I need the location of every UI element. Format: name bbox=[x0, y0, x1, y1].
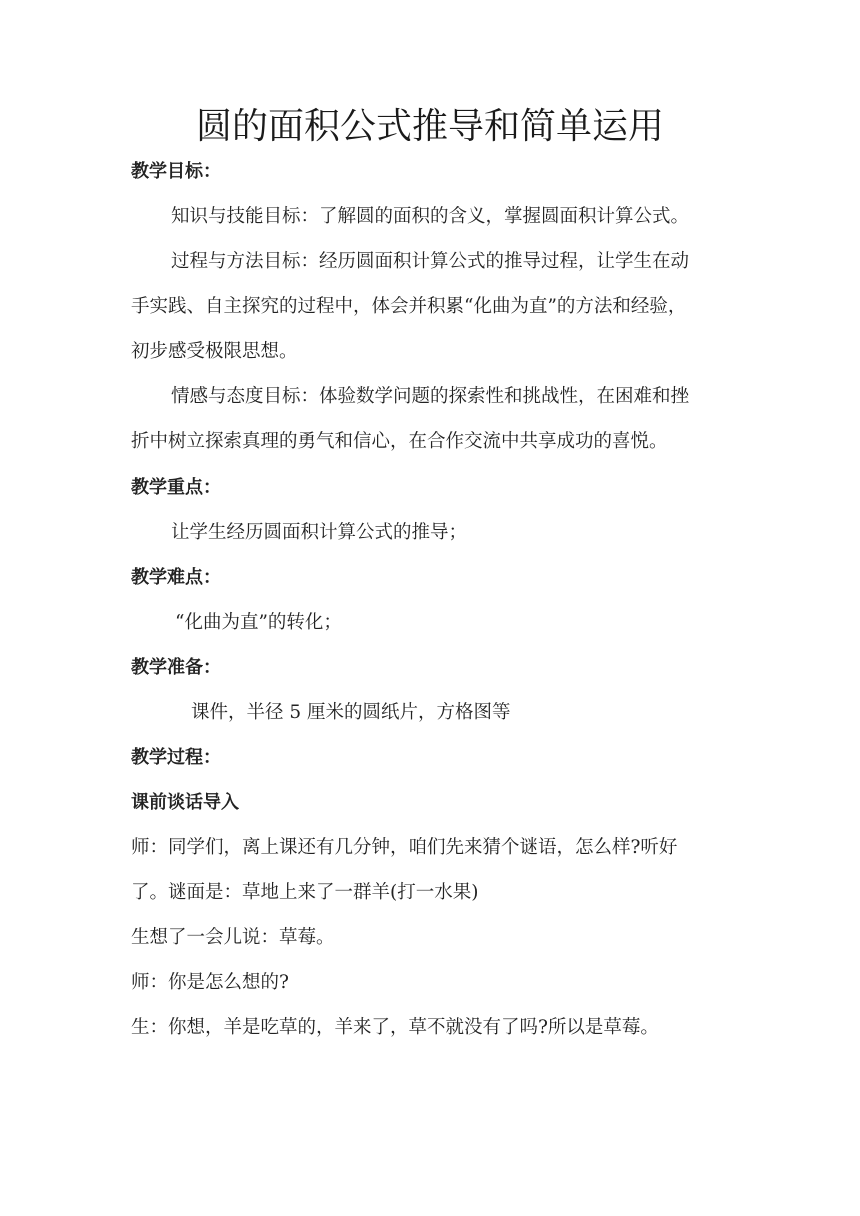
dialogue-1-line1: 师：同学们，离上课还有几分钟，咱们先来猜个谜语，怎么样?听好 bbox=[131, 837, 678, 858]
objective-attitude-line2: 折中树立探索真理的勇气和信心，在合作交流中共享成功的喜悦。 bbox=[131, 431, 668, 452]
dialogue-4: 生：你想，羊是吃草的，羊来了，草不就没有了吗?所以是草莓。 bbox=[131, 1017, 659, 1038]
difficulty-heading: 教学难点： bbox=[131, 567, 221, 588]
objective-process-line2: 手实践、自主探究的过程中，体会并积累“化曲为直”的方法和经验， bbox=[131, 296, 687, 317]
objectives-heading: 教学目标： bbox=[131, 161, 221, 182]
preparation-text: 课件，半径 5 厘米的圆纸片，方格图等 bbox=[191, 702, 511, 723]
dialogue-2: 生想了一会儿说：草莓。 bbox=[131, 927, 335, 948]
objective-process-line3: 初步感受极限思想。 bbox=[131, 341, 298, 362]
objective-attitude-line1: 情感与态度目标：体验数学问题的探索性和挑战性，在困难和挫 bbox=[171, 386, 690, 407]
objective-process-line1: 过程与方法目标：经历圆面积计算公式的推导过程，让学生在动 bbox=[171, 251, 690, 272]
preparation-heading: 教学准备： bbox=[131, 657, 221, 678]
keypoint-heading: 教学重点： bbox=[131, 477, 221, 498]
intro-heading: 课前谈话导入 bbox=[131, 792, 239, 813]
difficulty-text: “化曲为直”的转化； bbox=[175, 612, 342, 633]
keypoint-text: 让学生经历圆面积计算公式的推导； bbox=[171, 522, 468, 543]
dialogue-1-line2: 了。谜面是：草地上来了一群羊(打一水果) bbox=[131, 882, 479, 903]
dialogue-3: 师：你是怎么想的? bbox=[131, 972, 289, 993]
document-title: 圆的面积公式推导和简单运用 bbox=[195, 106, 664, 147]
objective-knowledge: 知识与技能目标：了解圆的面积的含义，掌握圆面积计算公式。 bbox=[171, 206, 690, 227]
process-heading: 教学过程： bbox=[131, 747, 221, 768]
